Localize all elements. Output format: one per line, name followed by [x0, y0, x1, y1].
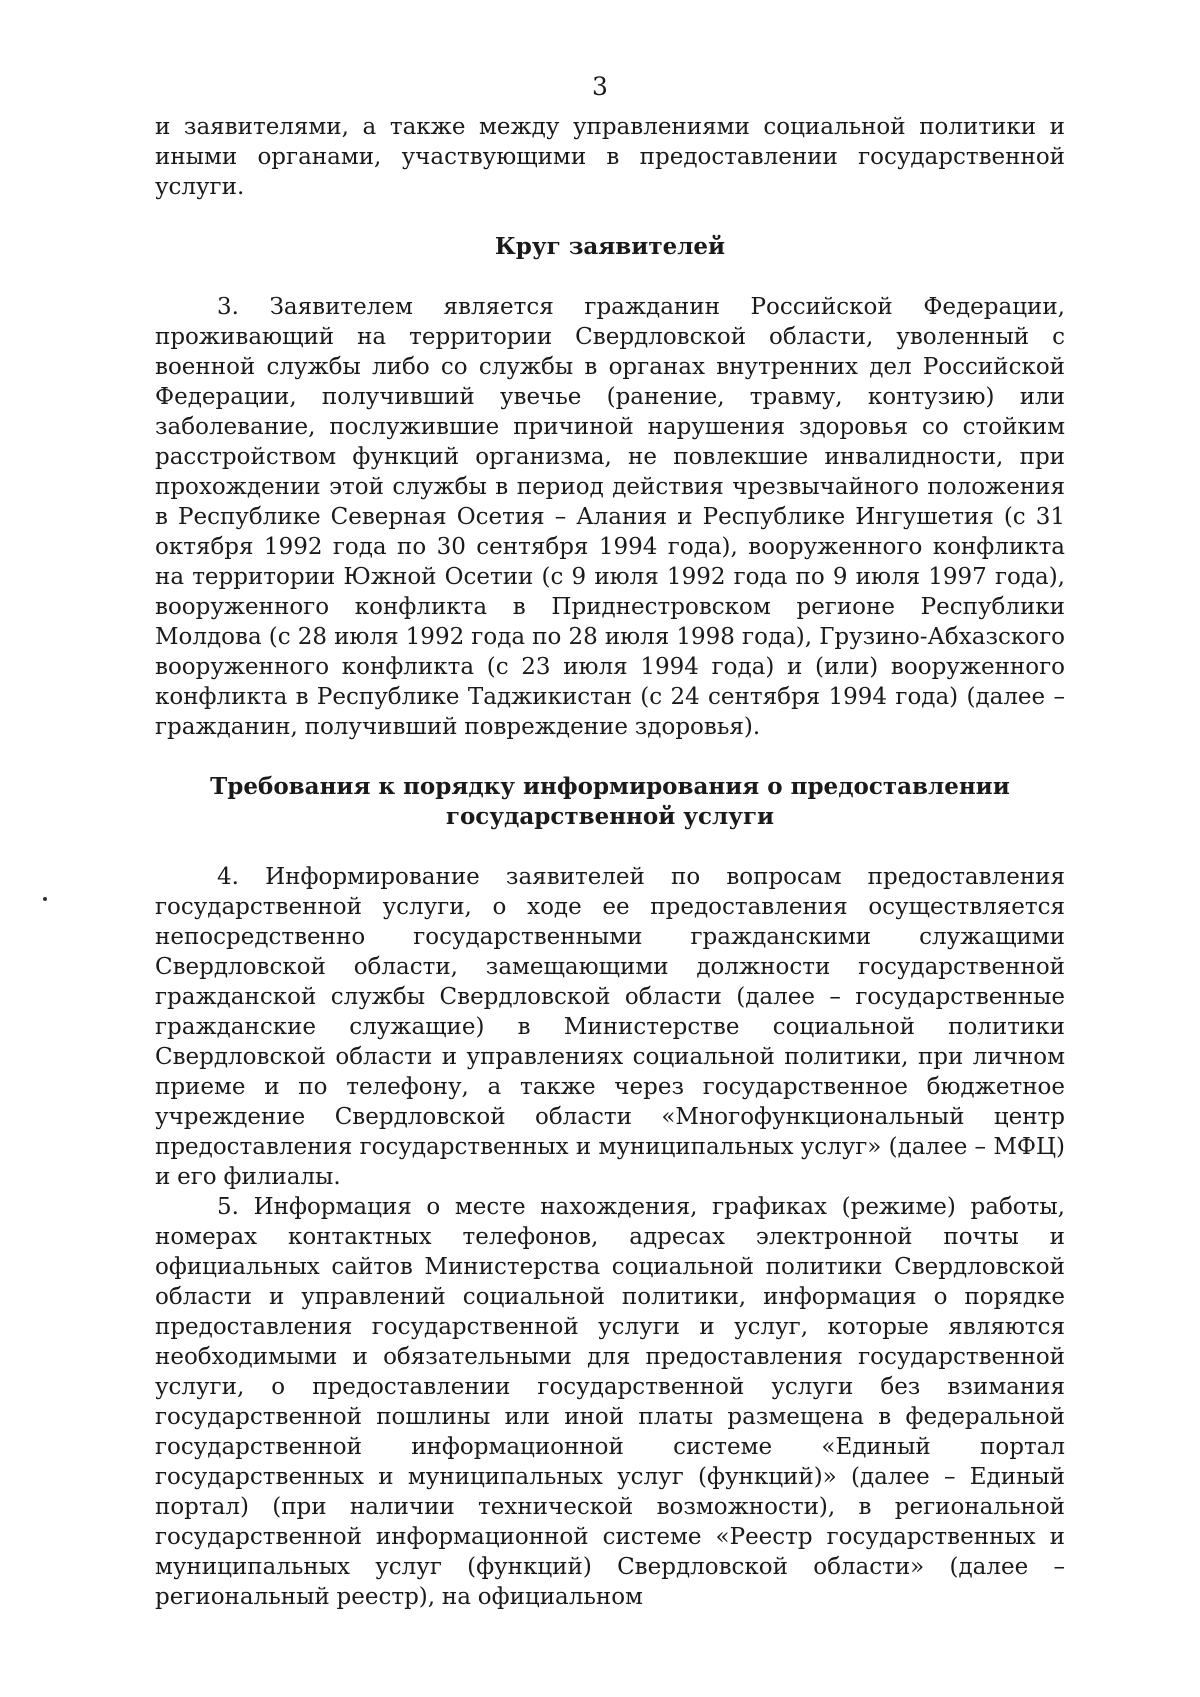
heading-line-2: государственной услуги [445, 803, 775, 830]
scan-dot-mark [43, 897, 47, 901]
paragraph-4: 4. Информирование заявителей по вопросам предоставления государственной услуги, о ходе ее предоставления осуществляется непосредственно государственными гражданскими служащими Свердловской области, замещающими должности государственной гражданской службы Свердловской области (далее – государственные гражданские служащие) в Министерстве социальной политики Свердловской области и управлениях социальной политики, при личном приеме и по телефону, а также через государственное бюджетное учреждение Свердловской области «Многофункциональный центр предоставления государственных и муниципальных услуг» (далее – МФЦ) и его филиалы. [155, 864, 1065, 1190]
document-body [155, 112, 1065, 1612]
heading-line-1: Требования к порядку информирования о предоставлении [210, 773, 1010, 800]
page-number: 3 [592, 72, 608, 101]
section-heading-information-requirements [155, 772, 1065, 832]
section-heading-applicants: Круг заявителей [494, 233, 726, 260]
paragraph-3: 3. Заявителем является гражданин Российской Федерации, проживающий на территории Свердловской области, уволенный с военной службы либо со службы в органах внутренних дел Российской Федерации, получивший увечье (ранение, травму, контузию) или заболевание, послужившие причиной нарушения здоровья со стойким расстройством функций организма, не повлекшие инвалидности, при прохождении этой службы в период действия чрезвычайного положения в Республике Северная Осетия – Алания и Республике Ингушетия (с 31 октября 1992 года по 30 сентября 1994 года), вооруженного конфликта на территории Южной Осетии (с 9 июля 1992 года по 9 июля 1997 года), вооруженного конфликта в Приднестровском регионе Республики Молдова (с 28 июля 1992 года по 28 июля 1998 года), Грузино-Абхазского вооруженного конфликта (с 23 июля 1994 года) и (или) вооруженного конфликта в Республике Таджикистан (с 24 сентября 1994 года) (далее – гражданин, получивший повреждение здоровья). [155, 294, 1065, 740]
paragraph-5: 5. Информация о месте нахождения, графиках (режиме) работы, номерах контактных телефонов, адресах электронной почты и официальных сайтов Министерства социальной политики Свердловской области и управлений социальной политики, информация о порядке предоставления государственной услуги и услуг, которые являются необходимыми и обязательными для предоставления государственной услуги, о предоставлении государственной услуги без взимания государственной пошлины или иной платы размещена в федеральной государственной информационной системе «Единый портал государственных и муниципальных услуг (функций)» (далее – Единый портал) (при наличии технической возможности), в региональной государственной информационной системе «Реестр государственных и муниципальных услуг (функций) Свердловской области» (далее – региональный реестр), на официальном [155, 1194, 1065, 1610]
intro-paragraph: и заявителями, а также между управлениями социальной политики и иными органами, участвующими в предоставлении государственной услуги. [155, 114, 1065, 200]
